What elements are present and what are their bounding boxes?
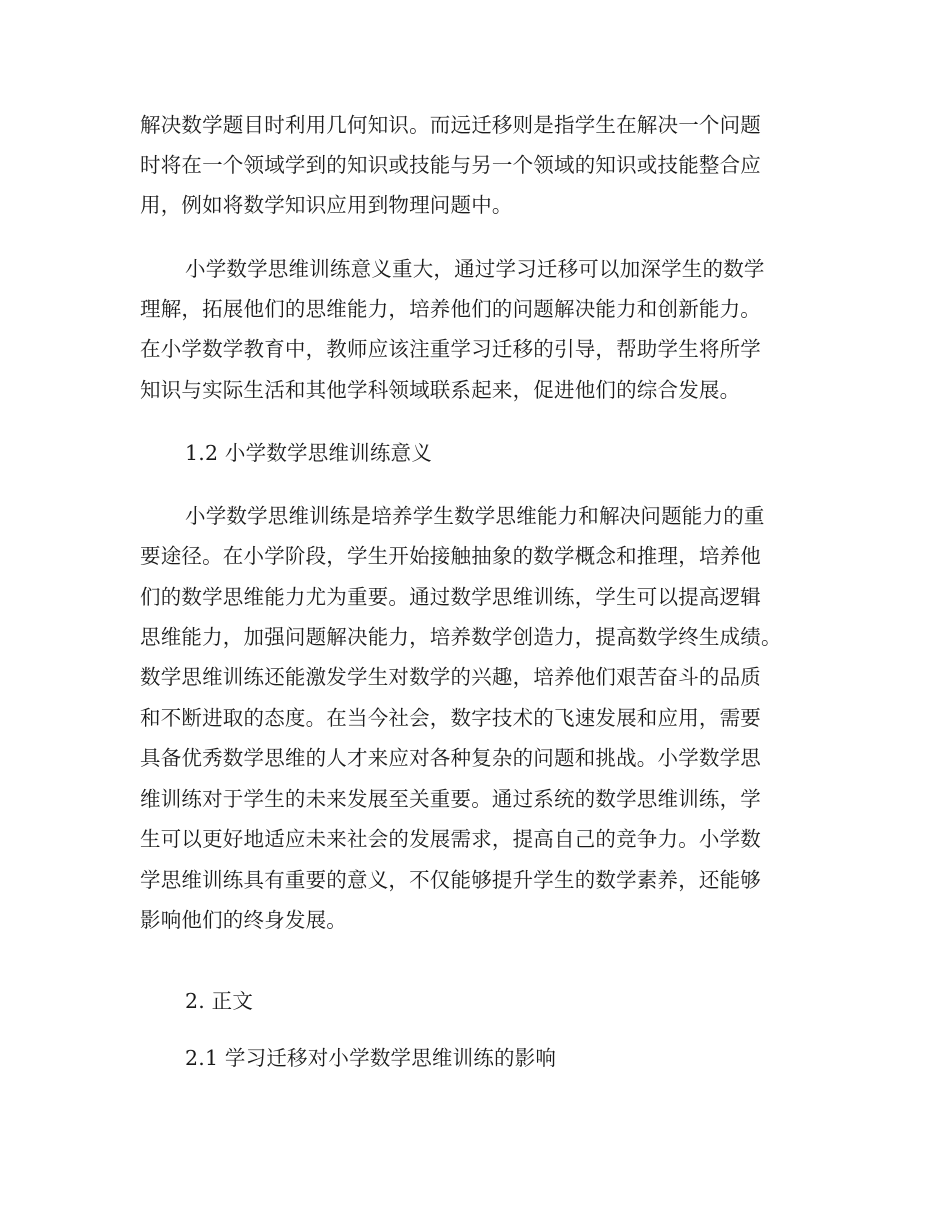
paragraph-line: 在小学数学教育中，教师应该注重学习迁移的引导，帮助学生将所学 — [140, 337, 761, 361]
paragraph-line: 时将在一个领域学到的知识或技能与另一个领域的知识或技能整合应 — [140, 153, 761, 177]
paragraph-line: 解决数学题目时利用几何知识。而远迁移则是指学生在解决一个问题 — [140, 113, 761, 137]
paragraph-line: 小学数学思维训练是培养学生数学思维能力和解决问题能力的重 — [185, 504, 765, 528]
paragraph-line: 影响他们的终身发展。 — [140, 908, 347, 932]
section-heading-2-1: 2.1 学习迁移对小学数学思维训练的影响 — [185, 1046, 557, 1070]
paragraph-line: 生可以更好地适应未来社会的发展需求，提高自己的竞争力。小学数 — [140, 827, 761, 851]
section-heading-1-2: 1.2 小学数学思维训练意义 — [185, 441, 432, 465]
paragraph-line: 们的数学思维能力尤为重要。通过数学思维训练，学生可以提高逻辑 — [140, 585, 761, 609]
paragraph-line: 和不断进取的态度。在当今社会，数字技术的飞速发展和应用，需要 — [140, 706, 761, 730]
paragraph-line: 知识与实际生活和其他学科领域联系起来，促进他们的综合发展。 — [140, 378, 741, 402]
paragraph-line: 要途径。在小学阶段，学生开始接触抽象的数学概念和推理，培养他 — [140, 544, 761, 568]
paragraph-line: 维训练对于学生的未来发展至关重要。通过系统的数学思维训练，学 — [140, 787, 761, 811]
paragraph-line: 小学数学思维训练意义重大，通过学习迁移可以加深学生的数学 — [185, 257, 765, 281]
paragraph-line: 理解，拓展他们的思维能力，培养他们的问题解决能力和创新能力。 — [140, 297, 761, 321]
section-heading-2: 2. 正文 — [185, 989, 254, 1013]
paragraph-line: 学思维训练具有重要的意义，不仅能够提升学生的数学素养，还能够 — [140, 868, 761, 892]
paragraph-line: 用，例如将数学知识应用到物理问题中。 — [140, 193, 513, 217]
paragraph-line: 数学思维训练还能激发学生对数学的兴趣，培养他们艰苦奋斗的品质 — [140, 665, 761, 689]
paragraph-line: 思维能力，加强问题解决能力，培养数学创造力，提高数学终生成绩。 — [140, 625, 782, 649]
paragraph-line: 具备优秀数学思维的人才来应对各种复杂的问题和挑战。小学数学思 — [140, 746, 761, 770]
